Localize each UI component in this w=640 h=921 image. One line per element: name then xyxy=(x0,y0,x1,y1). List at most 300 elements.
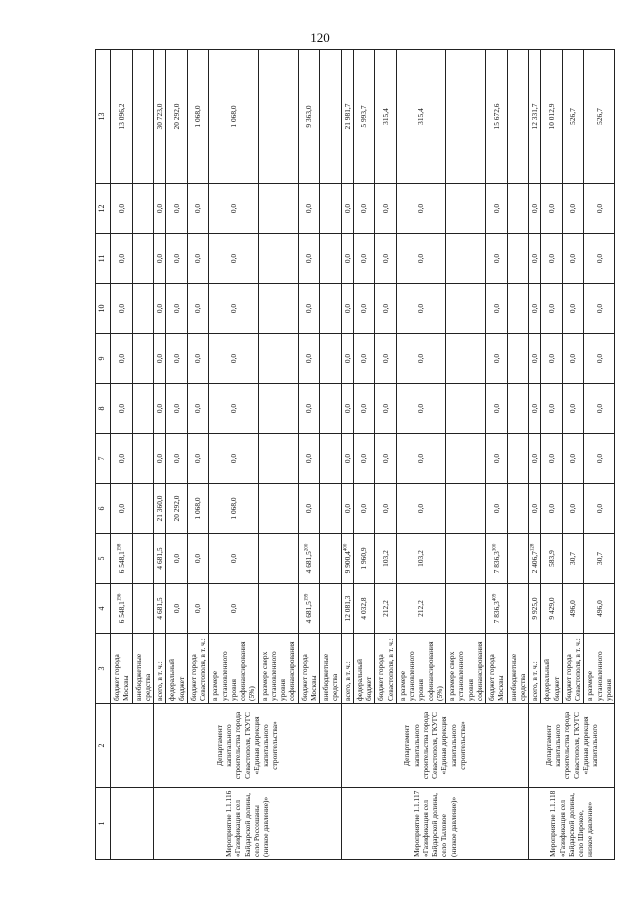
value-cell-4 xyxy=(166,584,188,634)
value-text: 12 331,7 xyxy=(530,103,539,130)
value-cell-8 xyxy=(341,384,353,434)
value-text: 496,0 xyxy=(568,600,578,617)
column-header: 8 xyxy=(96,384,111,434)
value-text: 0,0 xyxy=(155,353,164,364)
executor-cell: Департамент капитального строительства города Севастополя, ГКУГС «Единая дирекция капитального xyxy=(529,704,615,788)
value-cell-13 xyxy=(298,50,320,184)
value-cell-12 xyxy=(529,184,541,234)
value-text: 496,0 xyxy=(594,600,604,617)
page-number: 120 xyxy=(310,30,330,45)
column-header: 9 xyxy=(96,334,111,384)
value-text: 0,0 xyxy=(416,403,426,414)
value-cell-8 xyxy=(486,384,508,434)
value-cell-5 xyxy=(396,534,445,584)
value-cell-8 xyxy=(298,384,320,434)
value-cell-7 xyxy=(562,434,584,484)
value-cell-13 xyxy=(486,50,508,184)
funding-source-label: в размере установленного уровня софинансирования (5%) xyxy=(209,634,258,704)
value-cell-13 xyxy=(258,50,298,184)
value-cell-6 xyxy=(584,484,615,534)
value-cell-10 xyxy=(187,284,209,334)
value-cell-10 xyxy=(341,284,353,334)
value-cell-6 xyxy=(353,484,375,534)
value-cell-4 xyxy=(396,584,445,634)
funding-source-label: в размере сверх установленного уровня софинансирования xyxy=(258,634,298,704)
value-cell-7 xyxy=(258,434,298,484)
value-text: 0,0 xyxy=(359,503,369,514)
value-cell-8 xyxy=(320,384,342,434)
value-text: 0,0 xyxy=(155,403,164,414)
value-cell-7 xyxy=(396,434,445,484)
value-text: 0,0 xyxy=(416,203,426,214)
value-cell-5 xyxy=(320,534,342,584)
value-text: 0,0 xyxy=(171,403,181,414)
funding-source-label: федеральный бюджет xyxy=(541,634,563,704)
footnote-ref: 196 xyxy=(117,593,123,602)
funding-source-label: всего, в т. ч.: xyxy=(154,634,166,704)
value-cell-12 xyxy=(258,184,298,234)
value-text: 0,0 xyxy=(594,453,604,464)
value-cell-9 xyxy=(562,334,584,384)
value-cell-13 xyxy=(375,50,397,184)
measure-cell xyxy=(111,788,154,860)
value-text: 0,0 xyxy=(155,453,164,464)
value-text: 0,0 xyxy=(491,503,501,514)
value-text: 0,0 xyxy=(342,203,352,214)
value-text: 0,0 xyxy=(359,253,369,264)
value-text: 0,0 xyxy=(155,203,164,214)
value-text: 0,0 xyxy=(116,503,126,514)
budget-table xyxy=(95,49,615,860)
footnote-ref: 128 xyxy=(530,543,536,552)
table-row xyxy=(529,50,541,860)
value-text: 0,0 xyxy=(594,403,604,414)
value-cell-12 xyxy=(154,184,166,234)
value-text: 0,0 xyxy=(359,353,369,364)
value-cell-6 xyxy=(529,484,541,534)
value-cell-4 xyxy=(446,584,486,634)
value-text: 0,0 xyxy=(568,503,578,514)
value-cell-4 xyxy=(507,584,529,634)
value-text: 20 292,0 xyxy=(171,103,181,130)
value-text: 0,0 xyxy=(546,253,556,264)
value-text: 0,0 xyxy=(380,303,390,314)
value-text: 0,0 xyxy=(171,253,181,264)
column-header-row xyxy=(96,50,111,860)
value-text: 0,0 xyxy=(171,303,181,314)
value-cell-13 xyxy=(353,50,375,184)
value-text: 4 681,5 xyxy=(155,547,164,570)
value-cell-4 xyxy=(529,584,541,634)
value-cell-11 xyxy=(154,234,166,284)
value-cell-6 xyxy=(209,484,258,534)
value-text: 0,0 xyxy=(304,253,314,264)
value-text: 0,0 xyxy=(491,403,501,414)
value-cell-8 xyxy=(584,384,615,434)
value-text: 30 723,0 xyxy=(155,103,164,130)
value-text: 0,0 xyxy=(171,453,181,464)
value-cell-9 xyxy=(486,334,508,384)
value-cell-13 xyxy=(396,50,445,184)
value-cell-8 xyxy=(132,384,154,434)
value-text: 9 363,0 xyxy=(304,105,314,128)
value-text: 212,2 xyxy=(416,600,426,617)
value-cell-13 xyxy=(187,50,209,184)
value-text: 0,0 xyxy=(304,303,314,314)
value-text: 0,0 xyxy=(416,503,426,514)
funding-source-label: внебюджетные средства xyxy=(507,634,529,704)
value-cell-6 xyxy=(258,484,298,534)
column-header: 3 xyxy=(96,634,111,704)
value-cell-13 xyxy=(166,50,188,184)
value-text: 0,0 xyxy=(116,303,126,314)
value-cell-9 xyxy=(111,334,133,384)
value-cell-8 xyxy=(111,384,133,434)
value-text: 526,7 xyxy=(594,108,604,125)
value-cell-6 xyxy=(541,484,563,534)
executor-cell: Департамент капитального строительства города Севастополя, ГКУГС «Единая дирекция капитального строительства» xyxy=(341,704,529,788)
column-header: 10 xyxy=(96,284,111,334)
value-cell-8 xyxy=(154,384,166,434)
value-text: 0,0 xyxy=(359,303,369,314)
value-text: 4 681,5 xyxy=(304,551,314,574)
footnote-ref: 200 xyxy=(304,543,310,552)
value-cell-13 xyxy=(507,50,529,184)
value-cell-4 xyxy=(584,584,615,634)
value-cell-11 xyxy=(396,234,445,284)
value-text: 12 081,3 xyxy=(342,595,352,622)
value-text: 0,0 xyxy=(491,353,501,364)
value-cell-13 xyxy=(529,50,541,184)
value-cell-7 xyxy=(584,434,615,484)
value-cell-6 xyxy=(486,484,508,534)
value-cell-5 xyxy=(353,534,375,584)
value-text: 0,0 xyxy=(193,553,203,564)
value-cell-5 xyxy=(541,534,563,584)
value-text: 0,0 xyxy=(228,353,238,364)
footnote-ref: 400 xyxy=(343,543,349,552)
value-cell-10 xyxy=(258,284,298,334)
value-cell-12 xyxy=(486,184,508,234)
value-cell-6 xyxy=(562,484,584,534)
value-cell-9 xyxy=(258,334,298,384)
value-cell-5 xyxy=(132,534,154,584)
value-text: 0,0 xyxy=(116,353,126,364)
value-cell-11 xyxy=(341,234,353,284)
value-text: 0,0 xyxy=(568,203,578,214)
value-cell-7 xyxy=(353,434,375,484)
value-cell-7 xyxy=(446,434,486,484)
value-text: 1 960,9 xyxy=(359,547,369,570)
value-cell-12 xyxy=(396,184,445,234)
value-text: 315,4 xyxy=(416,108,426,125)
value-cell-5 xyxy=(341,534,353,584)
value-text: 0,0 xyxy=(228,203,238,214)
value-cell-7 xyxy=(529,434,541,484)
funding-source-label: бюджет города Москвы xyxy=(486,634,508,704)
value-cell-11 xyxy=(446,234,486,284)
value-cell-10 xyxy=(111,284,133,334)
value-cell-12 xyxy=(132,184,154,234)
measure-cell: Мероприятие 1.1.117 «Газификация сел Байдарской долины, село Тыловое (низкое давление)» xyxy=(341,788,529,860)
value-cell-9 xyxy=(353,334,375,384)
value-cell-8 xyxy=(375,384,397,434)
value-cell-7 xyxy=(209,434,258,484)
value-text: 2 406,7 xyxy=(530,551,539,574)
value-cell-11 xyxy=(209,234,258,284)
value-cell-8 xyxy=(446,384,486,434)
value-text: 0,0 xyxy=(155,303,164,314)
column-header: 7 xyxy=(96,434,111,484)
value-text: 9 900,4 xyxy=(342,551,352,574)
value-cell-5 xyxy=(111,534,133,584)
value-text: 4 681,5 xyxy=(155,597,164,620)
value-cell-9 xyxy=(507,334,529,384)
value-cell-6 xyxy=(298,484,320,534)
value-cell-13 xyxy=(320,50,342,184)
value-text: 0,0 xyxy=(342,353,352,364)
value-cell-12 xyxy=(446,184,486,234)
value-cell-9 xyxy=(187,334,209,384)
value-cell-11 xyxy=(353,234,375,284)
value-cell-12 xyxy=(375,184,397,234)
value-text: 0,0 xyxy=(546,353,556,364)
value-cell-8 xyxy=(209,384,258,434)
value-cell-10 xyxy=(507,284,529,334)
value-text: 0,0 xyxy=(116,203,126,214)
value-text: 0,0 xyxy=(530,353,539,364)
value-text: 10 012,9 xyxy=(546,103,556,130)
value-cell-9 xyxy=(529,334,541,384)
value-cell-6 xyxy=(154,484,166,534)
value-cell-6 xyxy=(375,484,397,534)
footnote-ref: 409 xyxy=(492,593,498,602)
value-text: 0,0 xyxy=(416,303,426,314)
value-cell-4 xyxy=(298,584,320,634)
value-text: 15 672,6 xyxy=(491,103,501,130)
value-cell-10 xyxy=(154,284,166,334)
value-cell-13 xyxy=(132,50,154,184)
funding-source-label: в размере сверх установленного уровня софинансирования xyxy=(446,634,486,704)
value-cell-11 xyxy=(132,234,154,284)
value-cell-7 xyxy=(375,434,397,484)
value-cell-8 xyxy=(541,384,563,434)
value-cell-11 xyxy=(584,234,615,284)
value-text: 0,0 xyxy=(342,253,352,264)
value-cell-11 xyxy=(320,234,342,284)
value-cell-6 xyxy=(396,484,445,534)
value-cell-9 xyxy=(396,334,445,384)
value-cell-9 xyxy=(341,334,353,384)
value-text: 103,2 xyxy=(380,550,390,567)
value-text: 0,0 xyxy=(304,203,314,214)
value-cell-7 xyxy=(298,434,320,484)
value-text: 0,0 xyxy=(380,403,390,414)
value-cell-12 xyxy=(209,184,258,234)
value-cell-5 xyxy=(187,534,209,584)
column-header: 11 xyxy=(96,234,111,284)
value-cell-10 xyxy=(209,284,258,334)
value-cell-5 xyxy=(446,534,486,584)
value-cell-4 xyxy=(375,584,397,634)
value-cell-10 xyxy=(562,284,584,334)
value-text: 0,0 xyxy=(193,303,203,314)
value-text: 0,0 xyxy=(342,453,352,464)
value-cell-13 xyxy=(341,50,353,184)
value-text: 1 068,0 xyxy=(193,497,203,520)
funding-source-label: всего, в т. ч.: xyxy=(341,634,353,704)
value-cell-11 xyxy=(298,234,320,284)
value-text: 0,0 xyxy=(546,403,556,414)
value-cell-10 xyxy=(446,284,486,334)
value-cell-7 xyxy=(154,434,166,484)
value-text: 0,0 xyxy=(342,403,352,414)
column-header: 4 xyxy=(96,584,111,634)
value-cell-12 xyxy=(507,184,529,234)
value-text: 0,0 xyxy=(530,503,539,514)
value-cell-7 xyxy=(541,434,563,484)
value-cell-5 xyxy=(529,534,541,584)
value-cell-12 xyxy=(111,184,133,234)
value-cell-6 xyxy=(446,484,486,534)
value-text: 4 032,8 xyxy=(359,597,369,620)
value-cell-13 xyxy=(209,50,258,184)
value-text: 0,0 xyxy=(116,453,126,464)
value-cell-10 xyxy=(584,284,615,334)
value-cell-9 xyxy=(132,334,154,384)
value-text: 0,0 xyxy=(530,303,539,314)
value-text: 0,0 xyxy=(171,603,181,614)
funding-source-label: внебюджетные средства xyxy=(320,634,342,704)
value-text: 212,2 xyxy=(380,600,390,617)
value-cell-10 xyxy=(166,284,188,334)
value-cell-7 xyxy=(132,434,154,484)
value-cell-11 xyxy=(187,234,209,284)
value-cell-11 xyxy=(486,234,508,284)
value-cell-5 xyxy=(507,534,529,584)
value-cell-5 xyxy=(298,534,320,584)
value-cell-6 xyxy=(166,484,188,534)
value-cell-5 xyxy=(584,534,615,584)
value-cell-4 xyxy=(132,584,154,634)
value-cell-9 xyxy=(375,334,397,384)
value-text: 0,0 xyxy=(594,303,604,314)
value-cell-8 xyxy=(507,384,529,434)
value-text: 0,0 xyxy=(416,453,426,464)
value-text: 103,2 xyxy=(416,550,426,567)
value-cell-10 xyxy=(541,284,563,334)
value-text: 583,9 xyxy=(546,550,556,567)
value-cell-7 xyxy=(187,434,209,484)
value-text: 6 548,1 xyxy=(116,601,126,624)
executor-cell xyxy=(111,704,154,788)
value-cell-8 xyxy=(353,384,375,434)
value-cell-12 xyxy=(320,184,342,234)
value-cell-11 xyxy=(562,234,584,284)
value-text: 0,0 xyxy=(171,553,181,564)
value-text: 0,0 xyxy=(380,353,390,364)
funding-source-label: бюджет города Севастополя, в т. ч.: xyxy=(187,634,209,704)
value-cell-5 xyxy=(486,534,508,584)
value-text: 0,0 xyxy=(380,503,390,514)
value-cell-9 xyxy=(298,334,320,384)
value-cell-8 xyxy=(529,384,541,434)
value-cell-4 xyxy=(187,584,209,634)
footnote-ref: 300 xyxy=(492,543,498,552)
value-text: 0,0 xyxy=(171,353,181,364)
measure-cell: Мероприятие 1.1.118 «Газификация сел Байдарской долины, село Широкое, низкое давление» xyxy=(529,788,615,860)
value-cell-4 xyxy=(353,584,375,634)
value-text: 0,0 xyxy=(530,253,539,264)
value-cell-13 xyxy=(541,50,563,184)
value-text: 0,0 xyxy=(568,303,578,314)
value-cell-6 xyxy=(320,484,342,534)
value-cell-13 xyxy=(446,50,486,184)
value-cell-4 xyxy=(562,584,584,634)
value-text: 9 925,0 xyxy=(530,597,539,620)
value-text: 0,0 xyxy=(228,303,238,314)
value-cell-10 xyxy=(486,284,508,334)
value-text: 0,0 xyxy=(304,503,314,514)
value-text: 0,0 xyxy=(594,203,604,214)
column-header: 6 xyxy=(96,484,111,534)
column-header: 13 xyxy=(96,50,111,184)
value-cell-9 xyxy=(320,334,342,384)
value-text: 0,0 xyxy=(193,453,203,464)
value-text: 0,0 xyxy=(416,253,426,264)
value-cell-5 xyxy=(154,534,166,584)
value-text: 0,0 xyxy=(491,303,501,314)
value-cell-5 xyxy=(562,534,584,584)
value-text: 5 993,7 xyxy=(359,105,369,128)
column-header: 1 xyxy=(96,788,111,860)
value-text: 0,0 xyxy=(359,203,369,214)
value-cell-10 xyxy=(529,284,541,334)
value-text: 0,0 xyxy=(380,453,390,464)
value-text: 0,0 xyxy=(491,203,501,214)
funding-source-label: в размере установленного уровня софинансирования (5%) xyxy=(396,634,445,704)
value-cell-7 xyxy=(341,434,353,484)
value-cell-8 xyxy=(187,384,209,434)
value-text: 7 836,3 xyxy=(491,601,501,624)
value-text: 0,0 xyxy=(546,453,556,464)
value-cell-12 xyxy=(584,184,615,234)
value-cell-9 xyxy=(209,334,258,384)
value-text: 0,0 xyxy=(594,503,604,514)
value-text: 13 096,2 xyxy=(116,103,126,130)
value-cell-5 xyxy=(258,534,298,584)
value-cell-13 xyxy=(111,50,133,184)
value-text: 0,0 xyxy=(171,203,181,214)
value-text: 0,0 xyxy=(491,453,501,464)
column-header: 5 xyxy=(96,534,111,584)
value-text: 0,0 xyxy=(416,353,426,364)
value-cell-9 xyxy=(166,334,188,384)
funding-source-label: бюджет города Севастополя, в т. ч.: xyxy=(375,634,397,704)
value-cell-12 xyxy=(298,184,320,234)
value-text: 0,0 xyxy=(568,353,578,364)
measure-cell: Мероприятие 1.1.116 «Газификация сел Байдарской долины, село Россошаны (низкое давление)» xyxy=(154,788,342,860)
value-text: 6 548,1 xyxy=(116,551,126,574)
funding-source-label: в размере установленного уровня xyxy=(584,634,615,704)
value-cell-8 xyxy=(396,384,445,434)
value-cell-4 xyxy=(111,584,133,634)
value-text: 7 836,3 xyxy=(491,551,501,574)
value-cell-11 xyxy=(258,234,298,284)
value-text: 30,7 xyxy=(594,552,604,565)
value-cell-12 xyxy=(187,184,209,234)
value-cell-10 xyxy=(353,284,375,334)
